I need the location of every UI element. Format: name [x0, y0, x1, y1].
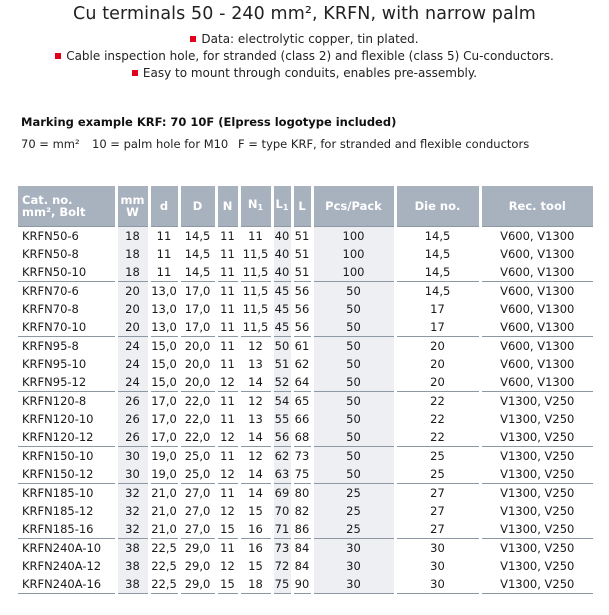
cell-pcs-pack: 100 [312, 245, 395, 263]
col-header-l: L [292, 186, 312, 227]
table-row [18, 575, 593, 594]
table-row [18, 263, 593, 282]
cell-pcs-pack: 25 [312, 484, 395, 503]
cell-n1: 12 [239, 337, 272, 356]
cell-l1: 62 [272, 447, 292, 466]
cell-die-no: 14,5 [395, 227, 480, 246]
cell-l1: 40 [272, 245, 292, 263]
cell-w: 32 [116, 484, 149, 503]
cell-n: 11 [216, 539, 239, 558]
cell-n1: 11,5 [239, 300, 272, 318]
table-row [18, 373, 593, 392]
cell-die-no: 20 [395, 337, 480, 356]
cell-l1: 45 [272, 300, 292, 318]
table-row [18, 520, 593, 539]
cell-n: 11 [216, 484, 239, 503]
table-row [18, 465, 593, 484]
cell-rec-tool: V1300, V250 [500, 430, 575, 444]
cell-cat-no: KRFN185-16 [18, 520, 116, 539]
cell-d-large: 27,0 [179, 520, 216, 539]
cell-n: 11 [216, 355, 239, 373]
cell-cat-no: KRFN120-12 [18, 428, 116, 447]
cell-n1: 18 [239, 575, 272, 594]
cell-die-no: 22 [395, 392, 480, 411]
cell-l: 56 [292, 282, 312, 301]
cell-pcs-pack: 25 [312, 520, 395, 539]
cell-l: 68 [292, 428, 312, 447]
cell-die-no: 27 [395, 502, 480, 520]
cell-l1: 52 [272, 373, 292, 392]
cell-w: 30 [116, 447, 149, 466]
cell-cat-no: KRFN50-8 [18, 245, 116, 263]
cell-l: 51 [292, 245, 312, 263]
cell-pcs-pack: 50 [312, 428, 395, 447]
cell-rec-tool: V1300, V250 [480, 484, 593, 503]
table-header-row [18, 186, 593, 227]
cell-l1: 69 [272, 484, 292, 503]
cell-n1: 15 [239, 557, 272, 575]
cell-n1: 13 [239, 355, 272, 373]
cell-rec-tool: V1300, V250 [480, 575, 593, 594]
cell-die-no: 30 [395, 557, 480, 575]
cell-w: 18 [116, 263, 149, 282]
col-header-d-small: d [149, 186, 179, 227]
cell-pcs-pack: 50 [312, 355, 395, 373]
cell-die-no: 30 [395, 575, 480, 594]
cell-l: 56 [292, 318, 312, 337]
cell-l1: 50 [272, 337, 292, 356]
cell-w: 20 [116, 300, 149, 318]
cell-d-large: 29,0 [179, 575, 216, 594]
cell-rec-tool: V1300, V250 [500, 467, 575, 481]
cell-n1: 14 [239, 428, 272, 447]
col-header-n1: $N_1$ [239, 186, 272, 227]
cell-n: 12 [216, 428, 239, 447]
cell-l1: 55 [272, 410, 292, 428]
cell-d-large: 25,0 [179, 447, 216, 466]
cell-w: 30 [116, 465, 149, 484]
cell-n: 11 [216, 282, 239, 301]
table-row [18, 557, 593, 575]
cell-d-large: 20,0 [179, 355, 216, 373]
cell-rec-tool: V600, V1300 [480, 337, 593, 356]
cell-pcs-pack: 25 [312, 502, 395, 520]
cell-die-no: 27 [395, 484, 480, 503]
cell-pcs-pack: 30 [312, 575, 395, 594]
cell-d-small: 17,0 [149, 410, 179, 428]
cell-l: 82 [292, 502, 312, 520]
table-row [18, 318, 593, 337]
cell-d-small: 15,0 [149, 373, 179, 392]
cell-d-small: 17,0 [149, 392, 179, 411]
cell-d-large: 22,0 [179, 392, 216, 411]
cell-d-large: 22,0 [179, 428, 216, 447]
cell-d-small: 19,0 [149, 465, 179, 484]
cell-n: 11 [216, 227, 239, 246]
cell-l1: 45 [272, 318, 292, 337]
cell-w: 32 [116, 502, 149, 520]
col-header-w: mm W [116, 186, 149, 227]
marking-part-type: F = type KRF, for stranded and flexible conductors [238, 137, 530, 151]
cell-d-small: 11 [149, 263, 179, 282]
cell-d-large: 14,5 [179, 227, 216, 246]
cell-w: 32 [116, 520, 149, 539]
cell-w: 38 [116, 557, 149, 575]
cell-n: 12 [216, 557, 239, 575]
cell-n: 11 [216, 300, 239, 318]
cell-cat-no: KRFN70-6 [18, 282, 116, 301]
cell-d-large: 17,0 [179, 318, 216, 337]
cell-die-no: 27 [395, 520, 480, 539]
cell-die-no: 22 [395, 428, 480, 447]
cell-d-large: 20,0 [179, 373, 216, 392]
cell-n1: 11,5 [239, 245, 272, 263]
cell-rec-tool: V600, V1300 [500, 247, 575, 261]
cell-d-large: 27,0 [179, 502, 216, 520]
col-header-die-no: Die no. [395, 186, 480, 227]
table-row [18, 539, 593, 558]
cell-n1: 14 [239, 465, 272, 484]
table-row [18, 428, 593, 447]
cell-d-small: 21,0 [149, 520, 179, 539]
table-row [18, 227, 593, 246]
col-header-l1: $L_1$ [272, 186, 292, 227]
cell-die-no: 17 [395, 300, 480, 318]
cell-d-large: 22,0 [179, 410, 216, 428]
cell-d-large: 14,5 [179, 263, 216, 282]
cell-d-large: 29,0 [179, 539, 216, 558]
cell-n1: 13 [239, 410, 272, 428]
cell-l1: 75 [272, 575, 292, 594]
cell-die-no: 17 [395, 318, 480, 337]
cell-d-large: 29,0 [179, 557, 216, 575]
cell-n: 15 [216, 520, 239, 539]
cell-rec-tool: V1300, V250 [500, 559, 575, 573]
cell-w: 24 [116, 337, 149, 356]
cell-n: 15 [216, 575, 239, 594]
cell-l: 65 [292, 392, 312, 411]
cell-n1: 12 [239, 447, 272, 466]
cell-n1: 14 [239, 484, 272, 503]
cell-n1: 12 [239, 392, 272, 411]
cell-l: 64 [292, 373, 312, 392]
table-row [18, 447, 593, 466]
table-row [18, 282, 593, 301]
cell-rec-tool: V1300, V250 [500, 504, 575, 518]
cell-die-no: 30 [395, 539, 480, 558]
red-square-bullet-icon [132, 70, 138, 76]
cell-l1: 70 [272, 502, 292, 520]
cell-cat-no: KRFN240A-16 [18, 575, 116, 594]
cell-cat-no: KRFN50-10 [18, 263, 116, 282]
col-header-rec-tool: Rec. tool [480, 186, 593, 227]
feature-item: Easy to mount through conduits, enables pre-assembly. [0, 65, 609, 82]
product-table [18, 186, 593, 594]
cell-cat-no: KRFN120-10 [18, 410, 116, 428]
cell-d-large: 14,5 [179, 245, 216, 263]
cell-cat-no: KRFN240A-12 [18, 557, 116, 575]
cell-n1: 15 [239, 502, 272, 520]
cell-l1: 71 [272, 520, 292, 539]
cell-cat-no: KRFN95-12 [18, 373, 116, 392]
cell-rec-tool: V600, V1300 [480, 282, 593, 301]
cell-n: 12 [216, 373, 239, 392]
cell-n: 11 [216, 318, 239, 337]
cell-rec-tool: V1300, V250 [500, 522, 575, 536]
cell-l1: 40 [272, 263, 292, 282]
cell-d-small: 22,5 [149, 539, 179, 558]
table-row [18, 502, 593, 520]
table-row [18, 410, 593, 428]
table-row [18, 355, 593, 373]
cell-die-no: 14,5 [395, 263, 480, 282]
cell-rec-tool: V600, V1300 [500, 357, 575, 371]
cell-cat-no: KRFN240A-10 [18, 539, 116, 558]
cell-cat-no: KRFN120-8 [18, 392, 116, 411]
table-row [18, 484, 593, 503]
cell-w: 24 [116, 373, 149, 392]
cell-d-small: 17,0 [149, 428, 179, 447]
cell-n1: 11,5 [239, 263, 272, 282]
cell-l: 73 [292, 447, 312, 466]
cell-d-large: 17,0 [179, 300, 216, 318]
cell-l1: 63 [272, 465, 292, 484]
cell-pcs-pack: 30 [312, 557, 395, 575]
feature-list [0, 31, 609, 82]
cell-d-large: 25,0 [179, 465, 216, 484]
cell-rec-tool: V600, V1300 [500, 302, 575, 316]
cell-l: 62 [292, 355, 312, 373]
col-header-d-large: D [179, 186, 216, 227]
cell-l: 51 [292, 263, 312, 282]
cell-w: 20 [116, 282, 149, 301]
feature-item: Data: electrolytic copper, tin plated. [0, 31, 609, 48]
cell-cat-no: KRFN95-8 [18, 337, 116, 356]
red-square-bullet-icon [190, 36, 196, 42]
cell-rec-tool: V600, V1300 [500, 265, 575, 279]
cell-l: 80 [292, 484, 312, 503]
cell-l: 56 [292, 300, 312, 318]
cell-l: 90 [292, 575, 312, 594]
cell-pcs-pack: 100 [312, 263, 395, 282]
cell-l: 84 [292, 557, 312, 575]
cell-cat-no: KRFN95-10 [18, 355, 116, 373]
cell-d-small: 21,0 [149, 484, 179, 503]
table-row [18, 300, 593, 318]
cell-d-small: 11 [149, 227, 179, 246]
marking-part-palm: 10 = palm hole for M10 [92, 137, 229, 151]
cell-n: 11 [216, 263, 239, 282]
cell-die-no: 25 [395, 465, 480, 484]
feature-item: Cable inspection hole, for stranded (class 2) and flexible (class 5) Cu-conductors. [0, 48, 609, 65]
cell-d-large: 17,0 [179, 282, 216, 301]
cell-w: 38 [116, 539, 149, 558]
cell-w: 26 [116, 410, 149, 428]
cell-n: 11 [216, 392, 239, 411]
cell-rec-tool: V1300, V250 [500, 412, 575, 426]
cell-d-small: 13,0 [149, 282, 179, 301]
table-row [18, 337, 593, 356]
cell-d-small: 21,0 [149, 502, 179, 520]
cell-die-no: 20 [395, 373, 480, 392]
cell-w: 18 [116, 227, 149, 246]
cell-w: 18 [116, 245, 149, 263]
cell-cat-no: KRFN185-12 [18, 502, 116, 520]
cell-cat-no: KRFN70-8 [18, 300, 116, 318]
page-title: Cu terminals 50 - 240 mm², KRFN, with narrow palm [73, 4, 536, 24]
col-header-pcs-pack: Pcs/Pack [312, 186, 395, 227]
cell-rec-tool: V600, V1300 [500, 375, 575, 389]
cell-l: 66 [292, 410, 312, 428]
cell-d-large: 27,0 [179, 484, 216, 503]
cell-l: 84 [292, 539, 312, 558]
cell-w: 20 [116, 318, 149, 337]
cell-n1: 16 [239, 520, 272, 539]
cell-n1: 16 [239, 539, 272, 558]
cell-die-no: 22 [395, 410, 480, 428]
cell-w: 26 [116, 392, 149, 411]
cell-d-small: 15,0 [149, 355, 179, 373]
cell-pcs-pack: 50 [312, 300, 395, 318]
cell-l1: 56 [272, 428, 292, 447]
cell-cat-no: KRFN150-12 [18, 465, 116, 484]
cell-pcs-pack: 50 [312, 447, 395, 466]
cell-d-small: 13,0 [149, 318, 179, 337]
cell-cat-no: KRFN70-10 [18, 318, 116, 337]
cell-pcs-pack: 100 [312, 227, 395, 246]
cell-n: 12 [216, 502, 239, 520]
cell-n: 11 [216, 410, 239, 428]
cell-rec-tool: V600, V1300 [500, 320, 575, 334]
cell-n: 12 [216, 465, 239, 484]
cell-w: 26 [116, 428, 149, 447]
cell-n1: 11 [239, 227, 272, 246]
cell-l: 51 [292, 227, 312, 246]
cell-pcs-pack: 50 [312, 373, 395, 392]
cell-l1: 51 [272, 355, 292, 373]
cell-n1: 11,5 [239, 282, 272, 301]
table-body [18, 227, 593, 594]
cell-l1: 73 [272, 539, 292, 558]
cell-cat-no: KRFN150-10 [18, 447, 116, 466]
col-header-cat-no: Cat. no. mm², Bolt [18, 186, 116, 227]
cell-pcs-pack: 50 [312, 465, 395, 484]
cell-l: 86 [292, 520, 312, 539]
cell-rec-tool: V1300, V250 [480, 392, 593, 411]
cell-n: 11 [216, 337, 239, 356]
table-row [18, 392, 593, 411]
cell-n1: 14 [239, 373, 272, 392]
cell-l1: 54 [272, 392, 292, 411]
cell-l1: 45 [272, 282, 292, 301]
cell-pcs-pack: 50 [312, 318, 395, 337]
cell-cat-no: KRFN185-10 [18, 484, 116, 503]
cell-cat-no: KRFN50-6 [18, 227, 116, 246]
marking-part-size: 70 = mm² [21, 137, 80, 151]
cell-d-large: 20,0 [179, 337, 216, 356]
cell-l: 61 [292, 337, 312, 356]
red-square-bullet-icon [55, 53, 61, 59]
col-header-n: N [216, 186, 239, 227]
cell-pcs-pack: 50 [312, 410, 395, 428]
cell-rec-tool: V600, V1300 [480, 227, 593, 246]
cell-l: 75 [292, 465, 312, 484]
cell-l1: 72 [272, 557, 292, 575]
cell-n1: 11,5 [239, 318, 272, 337]
cell-die-no: 14,5 [395, 245, 480, 263]
marking-heading: Marking example KRF: 70 10F (Elpress logotype included) [21, 115, 397, 129]
cell-rec-tool: V1300, V250 [480, 539, 593, 558]
cell-d-small: 15,0 [149, 337, 179, 356]
table-row [18, 245, 593, 263]
cell-die-no: 25 [395, 447, 480, 466]
cell-pcs-pack: 50 [312, 282, 395, 301]
cell-die-no: 20 [395, 355, 480, 373]
cell-rec-tool: V1300, V250 [480, 447, 593, 466]
cell-d-small: 22,5 [149, 557, 179, 575]
cell-n: 11 [216, 245, 239, 263]
cell-d-small: 11 [149, 245, 179, 263]
cell-n: 11 [216, 447, 239, 466]
cell-pcs-pack: 50 [312, 337, 395, 356]
cell-d-small: 19,0 [149, 447, 179, 466]
cell-w: 38 [116, 575, 149, 594]
cell-w: 24 [116, 355, 149, 373]
cell-d-small: 22,5 [149, 575, 179, 594]
cell-d-small: 13,0 [149, 300, 179, 318]
cell-pcs-pack: 30 [312, 539, 395, 558]
cell-l1: 40 [272, 227, 292, 246]
cell-pcs-pack: 50 [312, 392, 395, 411]
cell-die-no: 14,5 [395, 282, 480, 301]
